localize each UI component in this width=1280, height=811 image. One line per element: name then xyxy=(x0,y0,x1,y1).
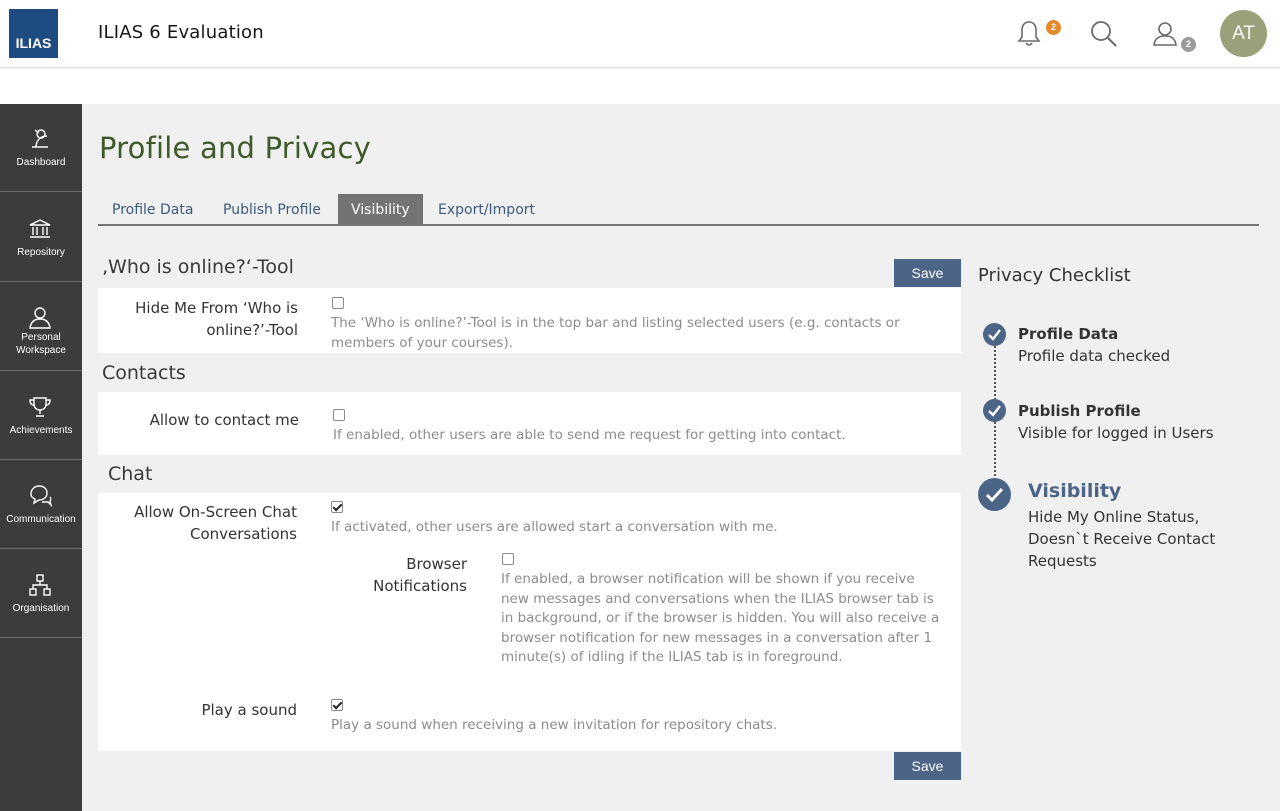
section-title-chat: Chat xyxy=(108,463,153,485)
tab-bar xyxy=(98,194,1259,226)
sidebar-item-achievements[interactable] xyxy=(0,372,82,460)
save-button-top[interactable]: Save xyxy=(894,259,961,287)
onscreen-chat-help: If activated, other users are allowed start a conversation with me. xyxy=(331,519,778,535)
section-title-who-is-online: ‚Who is online?‘-Tool xyxy=(102,256,294,278)
browser-notifications-label: Browser Notifications xyxy=(373,555,467,595)
check-icon xyxy=(983,323,1006,346)
sidebar-item-dashboard[interactable] xyxy=(0,104,82,192)
notifications-badge: 2 xyxy=(1046,20,1061,35)
onscreen-chat-label: Allow On-Screen Chat Conversations xyxy=(134,503,297,543)
sidebar-item-communication[interactable] xyxy=(0,461,82,549)
tab-publish-profile[interactable]: Publish Profile xyxy=(223,202,321,218)
sidebar-item-label: Achievements xyxy=(9,425,73,436)
app-title: ILIAS 6 Evaluation xyxy=(98,22,264,43)
checklist-step-desc: Visible for logged in Users xyxy=(1018,424,1214,442)
sidebar-item-repository[interactable] xyxy=(0,194,82,282)
bell-icon[interactable] xyxy=(1013,18,1045,50)
sidebar-item-personal-workspace[interactable] xyxy=(0,283,82,371)
checklist-step-title[interactable]: Publish Profile xyxy=(1018,402,1141,420)
checklist-step-title[interactable]: Profile Data xyxy=(1018,325,1119,343)
onscreen-chat-checkbox[interactable] xyxy=(331,501,343,513)
main-sidebar xyxy=(0,104,82,811)
allow-contact-label: Allow to contact me xyxy=(149,411,299,429)
top-bar xyxy=(0,0,1280,68)
allow-contact-checkbox[interactable] xyxy=(333,409,345,421)
allow-contact-help: If enabled, other users are able to send me request for getting into contact. xyxy=(333,427,846,443)
avatar[interactable]: AT xyxy=(1220,10,1267,57)
checklist-connector xyxy=(994,346,996,400)
organisation-icon xyxy=(27,572,53,598)
checklist-connector xyxy=(994,422,996,480)
hide-me-checkbox[interactable] xyxy=(332,297,344,309)
repository-icon xyxy=(27,216,53,242)
sidebar-item-label: Organisation xyxy=(12,603,70,614)
checklist-title: Privacy Checklist xyxy=(978,265,1131,286)
check-icon xyxy=(983,399,1006,422)
sidebar-item-label: Dashboard xyxy=(16,157,66,168)
personal-workspace-icon xyxy=(27,305,53,331)
page-title: Profile and Privacy xyxy=(99,131,371,165)
tab-profile-data[interactable]: Profile Data xyxy=(112,202,194,218)
check-icon xyxy=(978,478,1011,511)
contacts-badge: 2 xyxy=(1181,37,1196,52)
tab-visibility[interactable]: Visibility xyxy=(338,194,423,224)
checklist-step-title-current[interactable]: Visibility xyxy=(1028,480,1122,502)
play-sound-label: Play a sound xyxy=(201,701,297,719)
trophy-icon xyxy=(27,394,53,420)
save-button-bottom[interactable]: Save xyxy=(894,752,961,780)
play-sound-help: Play a sound when receiving a new invitation for repository chats. xyxy=(331,717,778,733)
communication-icon xyxy=(27,483,53,509)
contacts-icon[interactable] xyxy=(1150,18,1182,50)
browser-notifications-checkbox[interactable] xyxy=(502,553,514,565)
checklist-step-desc: Profile data checked xyxy=(1018,347,1171,365)
dashboard-icon xyxy=(27,126,53,152)
sidebar-item-organisation[interactable] xyxy=(0,550,82,638)
search-icon[interactable] xyxy=(1088,18,1120,50)
sidebar-item-label: Communication xyxy=(6,514,76,525)
ilias-logo[interactable] xyxy=(9,9,58,58)
hide-me-label: Hide Me From ‘Who is online?’-Tool xyxy=(135,299,298,339)
sidebar-item-label: Repository xyxy=(17,247,65,258)
header-spacer xyxy=(0,69,1280,104)
browser-notifications-help: If enabled, a browser notification will be shown if you receive new messages and conversations when the ILIAS browser tab is in background, or if the browser is hidden. You will also receive a browser notification for new messages in a conversation after 1 minute(s) of idling if the ILIAS tab is in foreground. xyxy=(501,571,940,665)
logo-text: ILIAS xyxy=(15,35,52,51)
section-title-contacts: Contacts xyxy=(102,362,186,384)
checklist-step-desc: Hide My Online Status, Doesn`t Receive Contact Requests xyxy=(1028,508,1216,570)
hide-me-help: The ‘Who is online?’-Tool is in the top bar and listing selected users (e.g. contacts or members of your courses). xyxy=(331,315,900,351)
sidebar-item-label: Personal Workspace xyxy=(16,332,66,356)
tab-export-import[interactable]: Export/Import xyxy=(438,202,536,218)
play-sound-checkbox[interactable] xyxy=(331,699,343,711)
